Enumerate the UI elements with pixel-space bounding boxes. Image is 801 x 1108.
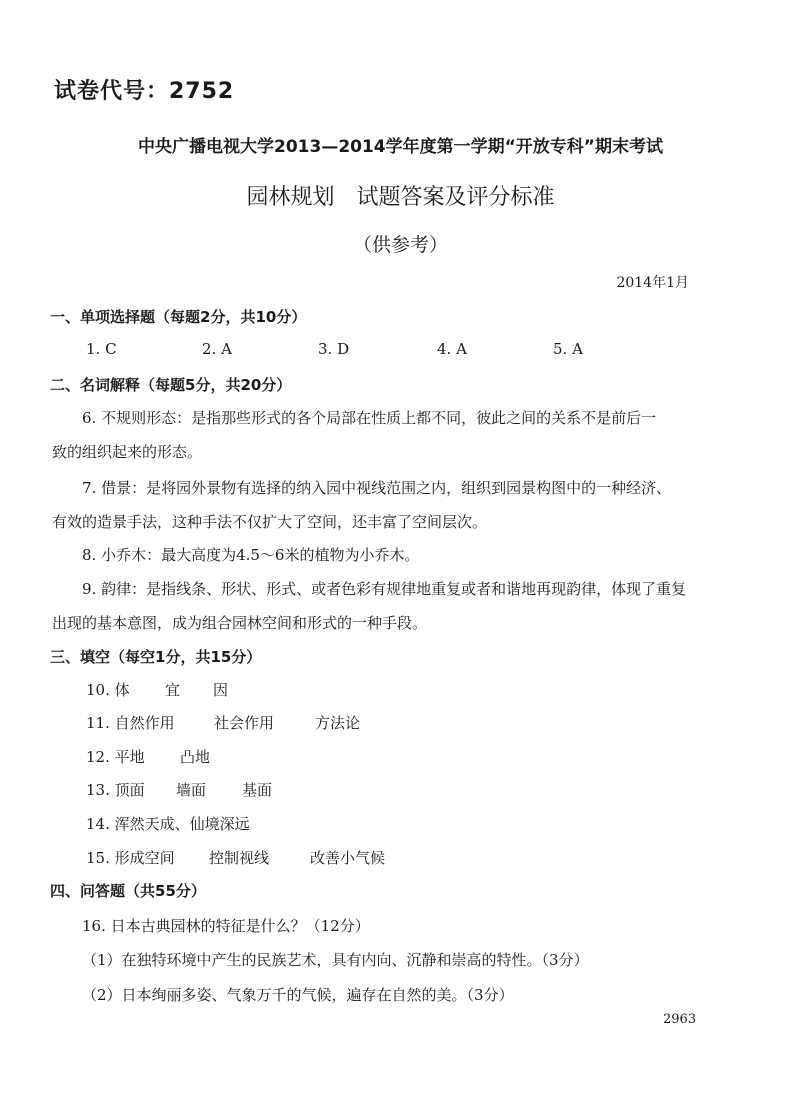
mc-answer-5: 5. A	[553, 340, 583, 358]
definition-9-line1: 9. 韵律：是指线条、形状、形式、或者色彩有规律地重复或者和谐地再现韵律，体现了重复	[82, 580, 687, 598]
fill-14-item: 14. 浑然天成、仙境深远	[86, 815, 250, 833]
fill-11-item: 11. 自然作用	[86, 714, 175, 732]
reference-note: （供参考）	[352, 234, 448, 256]
answer-16-point1: （1）在独特环境中产生的民族艺术，具有内向、沉静和崇高的特性。（3分）	[82, 951, 589, 969]
fill-13-item: 基面	[242, 781, 273, 799]
fill-15-item: 控制视线	[209, 849, 270, 867]
section-definitions-title: 二、名词解释（每题5分，共20分）	[50, 376, 292, 394]
definition-6-line1: 6. 不规则形态：是指那些形式的各个局部在性质上都不同，彼此之间的关系不是前后一	[82, 409, 657, 427]
fill-10-item: 宜	[165, 681, 181, 699]
exam-title: 园林规划 试题答案及评分标准	[246, 185, 555, 210]
fill-10-item: 10. 体	[86, 681, 130, 699]
exam-date: 2014年1月	[616, 275, 689, 291]
fill-11-item: 方法论	[315, 714, 361, 732]
definition-7-line2: 有效的造景手法，这种手法不仅扩大了空间，还丰富了空间层次。	[52, 513, 488, 531]
answer-16-point2: （2）日本绚丽多姿、气象万千的气候，遍存在自然的美。（3分）	[82, 986, 514, 1004]
fill-15-item: 15. 形成空间	[86, 849, 175, 867]
mc-answer-1: 1. C	[86, 340, 117, 358]
fill-15-item: 改善小气候	[310, 849, 386, 867]
definition-8-line1: 8. 小乔木：最大高度为4.5～6米的植物为小乔木。	[82, 546, 420, 564]
fill-12-item: 凸地	[180, 748, 211, 766]
exam-header: 中央广播电视大学2013—2014学年度第一学期“开放专科”期末考试	[138, 137, 663, 157]
mc-answer-4: 4. A	[437, 340, 467, 358]
fill-12-item: 12. 平地	[86, 748, 145, 766]
section-multiple-choice-title: 一、单项选择题（每题2分，共10分）	[50, 308, 307, 326]
fill-10-item: 因	[213, 681, 229, 699]
mc-answer-2: 2. A	[202, 340, 232, 358]
fill-13-item: 13. 顶面	[86, 781, 145, 799]
section-essay-title: 四、问答题（共55分）	[50, 882, 206, 900]
page-number: 2963	[663, 1012, 697, 1027]
fill-11-item: 社会作用	[214, 714, 275, 732]
definition-6-line2: 致的组织起来的形态。	[52, 443, 203, 461]
definition-7-line1: 7. 借景：是将园外景物有选择的纳入园中视线范围之内，组织到园景构图中的一种经济、	[82, 479, 672, 497]
fill-13-item: 墙面	[176, 781, 207, 799]
mc-answer-3: 3. D	[318, 340, 350, 358]
question-16: 16. 日本古典园林的特征是什么？（12分）	[82, 917, 370, 935]
exam-code: 试卷代号：2752	[54, 79, 235, 104]
section-fill-blank-title: 三、填空（每空1分，共15分）	[50, 648, 262, 666]
definition-9-line2: 出现的基本意图，成为组合园林空间和形式的一种手段。	[52, 614, 428, 632]
